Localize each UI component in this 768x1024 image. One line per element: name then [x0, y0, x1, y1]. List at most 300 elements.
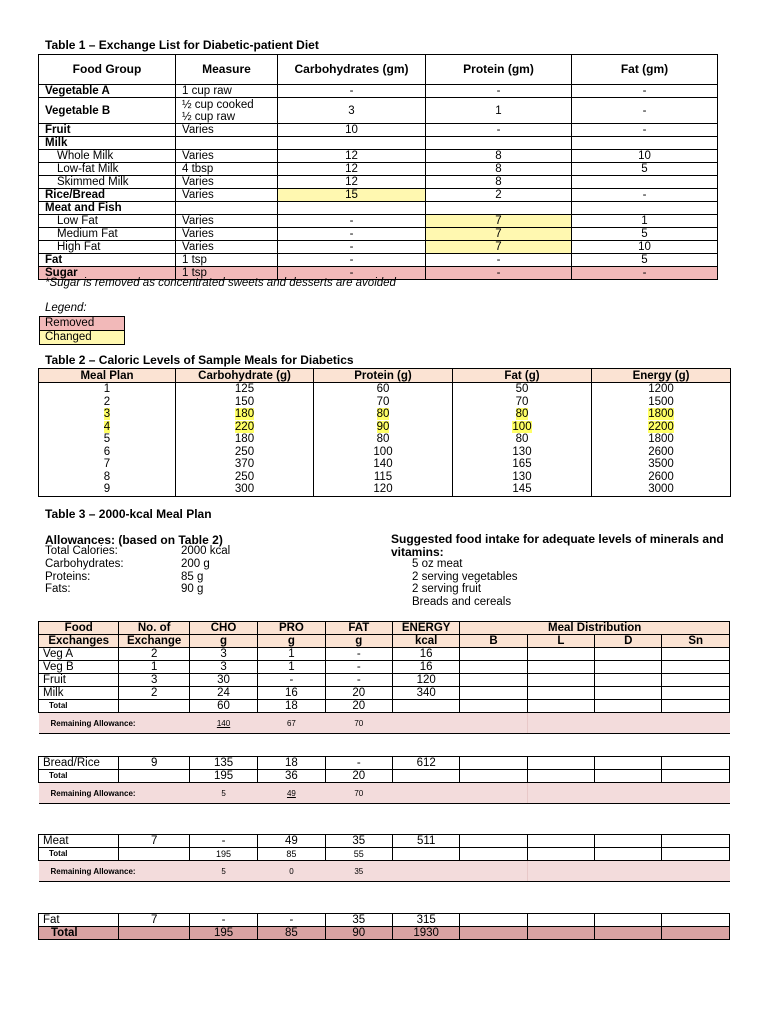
carbohydrate: 150: [176, 396, 314, 409]
measure: 1 tsp: [176, 267, 278, 280]
energy: 120: [392, 674, 459, 687]
fat-total: 55: [325, 848, 392, 861]
col-meal-distribution: Meal Distribution: [460, 622, 730, 635]
total-label: Total: [39, 848, 119, 861]
fat-value: -: [572, 124, 718, 137]
protein: [314, 421, 453, 434]
blank-cell: [460, 713, 527, 734]
meal-plan: [39, 408, 176, 421]
pro: 16: [258, 687, 325, 700]
cho-value: 10: [278, 124, 426, 137]
table-row: [39, 483, 731, 496]
cho-value: 12: [278, 176, 426, 189]
food-group: Meat and Fish: [39, 202, 176, 215]
pro: 18: [258, 757, 325, 770]
food-exchange: Bread/Rice: [39, 757, 119, 770]
highlighted-value: 4: [103, 420, 111, 433]
blank-cell: [460, 861, 527, 882]
snack-cell: [662, 648, 730, 661]
pro-value: -: [426, 85, 572, 98]
measure: Varies: [176, 176, 278, 189]
table-row: [39, 98, 718, 124]
energy: 16: [392, 661, 459, 674]
highlighted-value: 90: [376, 420, 390, 433]
pro-value-changed: 7: [426, 241, 572, 254]
fat-remaining: 70: [325, 783, 392, 804]
blank-cell: [119, 848, 189, 861]
fat: 35: [325, 835, 392, 848]
allowance-value: 2000 kcal: [181, 545, 231, 557]
allowances-heading: Allowances: (based on Table 2): [45, 533, 223, 547]
pro-value: 1: [426, 98, 572, 124]
meal-plan-table: [38, 621, 730, 940]
legend-changed: Changed: [40, 331, 124, 344]
highlighted-value: 1800: [648, 408, 674, 421]
col-fat: Fat (g): [453, 369, 592, 383]
energy: 2600: [592, 471, 731, 484]
snack-cell: [662, 674, 730, 687]
protein: 140: [314, 458, 453, 471]
suggested-heading: Suggested food intake for adequate levels of minerals and vitamins:: [391, 532, 724, 559]
pro-value: 8: [426, 150, 572, 163]
fat-value: 10: [572, 241, 718, 254]
carbohydrate: 300: [176, 483, 314, 496]
cho-value-changed: 15: [278, 189, 426, 202]
allowance-value: 85 g: [181, 570, 204, 583]
col-protein: Protein (gm): [426, 55, 572, 85]
breakfast-cell: [460, 687, 527, 700]
fat-remaining: 70: [325, 713, 392, 734]
lunch-cell: [527, 674, 594, 687]
lunch-cell: [527, 687, 594, 700]
energy: 3000: [592, 483, 731, 496]
lunch-cell: [527, 661, 594, 674]
fat: 70: [453, 396, 592, 409]
pro-grand-total: 85: [258, 927, 325, 940]
allowance-label: Fats:: [45, 583, 71, 596]
highlighted-value: 100: [512, 420, 532, 433]
cho-value: -: [278, 85, 426, 98]
fat: 20: [325, 687, 392, 700]
table1-header-row: [39, 55, 718, 85]
cho: 3: [189, 661, 257, 674]
food-group: Medium Fat: [39, 228, 176, 241]
food-group: Low-fat Milk: [39, 163, 176, 176]
cho-value: 12: [278, 150, 426, 163]
col-food-group: Food Group: [39, 55, 176, 85]
food-group: Fat: [39, 254, 176, 267]
food-group: Rice/Bread: [39, 189, 176, 202]
pro: 1: [258, 648, 325, 661]
meal-plan: 6: [39, 446, 176, 459]
blank-cell: [527, 700, 594, 713]
carbohydrate: 125: [176, 383, 314, 396]
pro-value: -: [426, 267, 572, 280]
blank-cell: [460, 783, 527, 804]
meal-plan: 2: [39, 396, 176, 409]
blank-cell: [119, 770, 189, 783]
lunch-cell: [527, 914, 594, 927]
col-pro: PRO: [258, 622, 325, 635]
table-row: [39, 176, 718, 189]
blank-cell: [392, 770, 459, 783]
highlighted-value: 180: [234, 408, 255, 421]
energy: 315: [392, 914, 459, 927]
blank-cell: [527, 848, 594, 861]
measure: Varies: [176, 241, 278, 254]
cho-remaining: 5: [189, 861, 257, 882]
fat: [453, 408, 592, 421]
carbohydrate: 250: [176, 471, 314, 484]
cho-value: -: [278, 241, 426, 254]
blank-cell: [460, 927, 527, 940]
pro: -: [258, 674, 325, 687]
pro-total: 36: [258, 770, 325, 783]
breakfast-cell: [460, 835, 527, 848]
blank-cell: [527, 861, 729, 882]
table3-header-row-2: [39, 635, 730, 648]
col-energy-unit: kcal: [392, 635, 459, 648]
table-row: [39, 471, 731, 484]
food-exchange: Veg B: [39, 661, 119, 674]
fat-total: 20: [325, 770, 392, 783]
spacer: [39, 734, 730, 757]
table-row: [39, 446, 731, 459]
measure: Varies: [176, 215, 278, 228]
pro-total: 85: [258, 848, 325, 861]
protein: 100: [314, 446, 453, 459]
pro-value: [426, 137, 572, 150]
cho-grand-total: 195: [189, 927, 257, 940]
dinner-cell: [595, 648, 662, 661]
grand-total-row: [39, 927, 730, 940]
fat: 35: [325, 914, 392, 927]
fat: 130: [453, 471, 592, 484]
table2-header-row: [39, 369, 731, 383]
highlighted-value: 80: [376, 408, 390, 421]
col-snack: Sn: [662, 635, 730, 648]
fat-total: 20: [325, 700, 392, 713]
cho-total: 195: [189, 770, 257, 783]
table-row: [39, 124, 718, 137]
pro: 49: [258, 835, 325, 848]
highlighted-value: 3: [103, 408, 111, 421]
dinner-cell: [595, 757, 662, 770]
col-dinner: D: [595, 635, 662, 648]
food-exchange: Milk: [39, 687, 119, 700]
protein: 115: [314, 471, 453, 484]
highlighted-value: 220: [234, 420, 255, 433]
cho: -: [189, 914, 257, 927]
remaining-label: Remaining Allowance:: [39, 713, 190, 734]
allowance-item: [45, 545, 230, 558]
food-group: Sugar: [39, 267, 176, 280]
table-row: [39, 202, 718, 215]
pro-remaining-value: 49: [286, 788, 296, 798]
col-no-of: No. of: [119, 622, 189, 635]
carbohydrate: 370: [176, 458, 314, 471]
food-exchange: Meat: [39, 835, 119, 848]
exchange-count: 2: [119, 648, 189, 661]
cho-remaining-value: 140: [216, 718, 231, 728]
allowances-list: [45, 545, 230, 596]
fat-value: 5: [572, 228, 718, 241]
energy-grand-total: 1930: [392, 927, 459, 940]
cho: -: [189, 835, 257, 848]
cho-value: 12: [278, 163, 426, 176]
fat: [453, 421, 592, 434]
legend-title: Legend:: [45, 302, 87, 314]
cho: 3: [189, 648, 257, 661]
measure: [176, 137, 278, 150]
breakfast-cell: [460, 757, 527, 770]
blank-cell: [527, 927, 594, 940]
food-group: Vegetable B: [39, 98, 176, 124]
pro-value: 2: [426, 189, 572, 202]
measure: Varies: [176, 124, 278, 137]
subtotal-row: [39, 700, 730, 713]
snack-cell: [662, 687, 730, 700]
exchange-count: 3: [119, 674, 189, 687]
energy: 1800: [592, 433, 731, 446]
food-group: Milk: [39, 137, 176, 150]
dinner-cell: [595, 914, 662, 927]
protein: 70: [314, 396, 453, 409]
caloric-levels-table: [38, 368, 731, 497]
table-row: [39, 215, 718, 228]
table-row: [39, 85, 718, 98]
food-exchange: Fat: [39, 914, 119, 927]
meal-plan: 5: [39, 433, 176, 446]
pro-value: -: [426, 124, 572, 137]
energy: 1500: [592, 396, 731, 409]
exchange-count: 7: [119, 914, 189, 927]
pro: 1: [258, 661, 325, 674]
legend: [39, 316, 125, 345]
pro-value-changed: 7: [426, 228, 572, 241]
blank-cell: [595, 848, 662, 861]
fat: 50: [453, 383, 592, 396]
table3-title: Table 3 – 2000-kcal Meal Plan: [45, 507, 212, 521]
table-row: [39, 674, 730, 687]
table3-header-row: [39, 622, 730, 635]
col-food: Food: [39, 622, 119, 635]
fat-value: 5: [572, 163, 718, 176]
dinner-cell: [595, 661, 662, 674]
table-row: [39, 383, 731, 396]
blank-cell: [527, 770, 594, 783]
cho-remaining: 5: [189, 783, 257, 804]
carbohydrate: [176, 408, 314, 421]
snack-cell: [662, 757, 730, 770]
table-row: [39, 433, 731, 446]
snack-cell: [662, 835, 730, 848]
remaining-label: Remaining Allowance:: [39, 861, 190, 882]
cho-value: [278, 202, 426, 215]
cho-value: -: [278, 228, 426, 241]
allowance-label: Carbohydrates:: [45, 557, 124, 570]
food-exchange: Fruit: [39, 674, 119, 687]
spacer: [39, 882, 730, 914]
blank-cell: [392, 848, 459, 861]
exchange-list-table: [38, 54, 718, 280]
table-row: [39, 137, 718, 150]
remaining-allowance-row: [39, 713, 730, 734]
food-exchange: Veg A: [39, 648, 119, 661]
energy: 511: [392, 835, 459, 848]
col-carbohydrate: Carbohydrate (g): [176, 369, 314, 383]
meal-plan: 8: [39, 471, 176, 484]
exchange-count: 2: [119, 687, 189, 700]
cho-value: [278, 137, 426, 150]
remaining-label: Remaining Allowance:: [39, 783, 190, 804]
breakfast-cell: [460, 674, 527, 687]
fat-value: [572, 137, 718, 150]
pro-remaining: 67: [258, 713, 325, 734]
measure: 1 tsp: [176, 254, 278, 267]
remaining-allowance-row: [39, 861, 730, 882]
table-row: [39, 228, 718, 241]
highlighted-value: 80: [515, 408, 529, 421]
col-exchanges: Exchanges: [39, 635, 119, 648]
subtotal-row: [39, 770, 730, 783]
breakfast-cell: [460, 648, 527, 661]
suggested-item: 2 serving vegetables: [412, 570, 518, 583]
col-energy: ENERGY: [392, 622, 459, 635]
table-row: [39, 396, 731, 409]
lunch-cell: [527, 835, 594, 848]
cho: 135: [189, 757, 257, 770]
allowance-value: 90 g: [181, 583, 204, 596]
measure-line: ½ cup cooked: [182, 98, 254, 111]
blank-cell: [119, 700, 189, 713]
fat-value: [572, 202, 718, 215]
pro-value: [426, 202, 572, 215]
fat: 145: [453, 483, 592, 496]
cho-value: -: [278, 267, 426, 280]
energy: 16: [392, 648, 459, 661]
subtotal-row: [39, 848, 730, 861]
energy: 612: [392, 757, 459, 770]
protein: [314, 408, 453, 421]
pro-value: -: [426, 254, 572, 267]
cho-total: 195: [189, 848, 257, 861]
exchange-count: 9: [119, 757, 189, 770]
meal-plan: 7: [39, 458, 176, 471]
energy: 3500: [592, 458, 731, 471]
spacer: [39, 804, 730, 835]
col-cho: CHO: [189, 622, 257, 635]
allowance-item: [45, 571, 230, 584]
fat-value: 10: [572, 150, 718, 163]
lunch-cell: [527, 757, 594, 770]
snack-cell: [662, 661, 730, 674]
food-group: Whole Milk: [39, 150, 176, 163]
spacer-row: [39, 882, 730, 914]
pro-remaining: [258, 783, 325, 804]
col-cho-unit: g: [189, 635, 257, 648]
fat: 80: [453, 433, 592, 446]
total-label: Total: [39, 700, 119, 713]
pro: -: [258, 914, 325, 927]
cho: 24: [189, 687, 257, 700]
protein: 80: [314, 433, 453, 446]
table-row: [39, 241, 718, 254]
carbohydrate: 180: [176, 433, 314, 446]
blank-cell: [392, 861, 459, 882]
remaining-allowance-row: [39, 783, 730, 804]
blank-cell: [392, 783, 459, 804]
blank-cell: [392, 700, 459, 713]
col-energy: Energy (g): [592, 369, 731, 383]
blank-cell: [392, 713, 459, 734]
blank-cell: [595, 700, 662, 713]
blank-cell: [662, 700, 730, 713]
pro-value-changed: 7: [426, 215, 572, 228]
pro-value: 8: [426, 163, 572, 176]
fat-remaining: 35: [325, 861, 392, 882]
food-group: Low Fat: [39, 215, 176, 228]
breakfast-cell: [460, 914, 527, 927]
pro-value: 8: [426, 176, 572, 189]
food-group: High Fat: [39, 241, 176, 254]
fat: 130: [453, 446, 592, 459]
col-fat: FAT: [325, 622, 392, 635]
table-row: [39, 648, 730, 661]
table-row: [39, 189, 718, 202]
food-group: Skimmed Milk: [39, 176, 176, 189]
carbohydrate: [176, 421, 314, 434]
meal-plan: 9: [39, 483, 176, 496]
col-breakfast: B: [460, 635, 527, 648]
dinner-cell: [595, 674, 662, 687]
meal-plan: 1: [39, 383, 176, 396]
table-row: [39, 687, 730, 700]
blank-cell: [595, 927, 662, 940]
blank-cell: [527, 713, 729, 734]
spacer-row: [39, 804, 730, 835]
energy: [592, 421, 731, 434]
meal-plan: [39, 421, 176, 434]
carbohydrate: 250: [176, 446, 314, 459]
measure: [176, 98, 278, 124]
suggested-list: [412, 558, 517, 608]
fat: -: [325, 661, 392, 674]
table-row: [39, 254, 718, 267]
suggested-item: 5 oz meat: [412, 558, 463, 570]
fat: -: [325, 757, 392, 770]
col-fat-unit: g: [325, 635, 392, 648]
lunch-cell: [527, 648, 594, 661]
exchange-count: 7: [119, 835, 189, 848]
table-row: [39, 757, 730, 770]
table-row: [39, 661, 730, 674]
fat-value: 1: [572, 215, 718, 228]
col-fat: Fat (gm): [572, 55, 718, 85]
cho-value: 3: [278, 98, 426, 124]
energy: 340: [392, 687, 459, 700]
allowance-item: [45, 583, 230, 596]
blank-cell: [662, 848, 730, 861]
measure: 4 tbsp: [176, 163, 278, 176]
suggested-item: 2 serving fruit: [412, 583, 482, 595]
highlighted-value: 2200: [648, 420, 674, 433]
col-meal-plan: Meal Plan: [39, 369, 176, 383]
fat: -: [325, 674, 392, 687]
food-group: Vegetable A: [39, 85, 176, 98]
fat-value: -: [572, 85, 718, 98]
table-row: [39, 835, 730, 848]
